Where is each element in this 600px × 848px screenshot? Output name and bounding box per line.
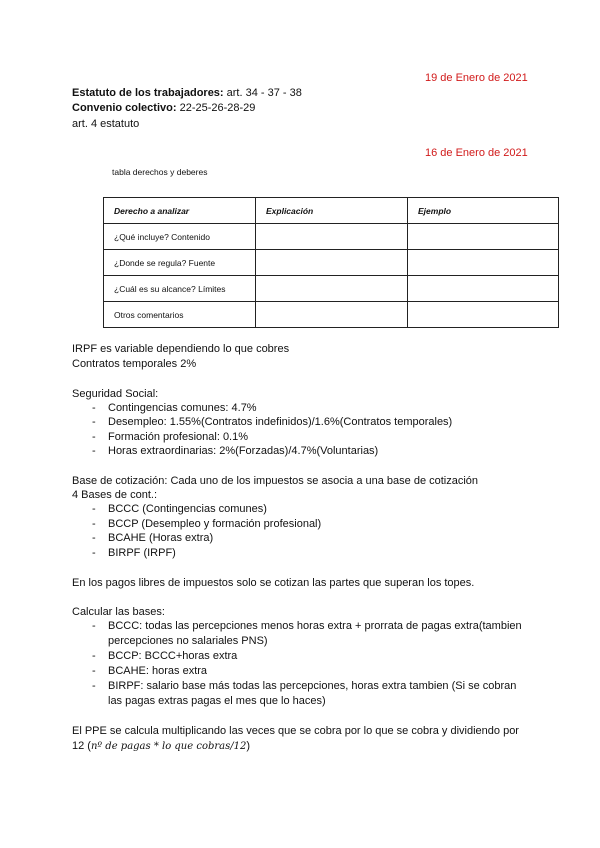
list-item: - Contingencias comunes: 4.7% (92, 402, 257, 414)
table-cell (256, 224, 408, 250)
pagos-libres-line: En los pagos libres de impuestos solo se cotizan las partes que superan los topes. (72, 577, 475, 589)
table-cell: ¿Qué incluye? Contenido (104, 224, 256, 250)
convenio-line (72, 102, 255, 114)
table-header: Ejemplo (408, 198, 559, 224)
irpf-line: IRPF es variable dependiendo lo que cobres (72, 343, 290, 355)
table-row (104, 250, 559, 276)
list-item: - Formación profesional: 0.1% (92, 431, 249, 443)
table-cell (408, 250, 559, 276)
list-item: - BCCP (Desempleo y formación profesional) (92, 518, 322, 530)
list-item: - BIRPF (IRPF) (92, 547, 176, 559)
base-line-2: 4 Bases de cont.: (72, 489, 157, 501)
date-1: 19 de Enero de 2021 (425, 72, 528, 84)
rights-table (103, 197, 559, 328)
ppe-suffix: ) (246, 740, 251, 752)
list-item: - BCCC (Contingencias comunes) (92, 503, 267, 515)
art4-line: art. 4 estatuto (72, 118, 140, 130)
calcular-title: Calcular las bases: (72, 606, 165, 618)
ppe-formula: nº de pagas * lo que cobras/12 (90, 741, 247, 752)
table-header: Explicación (256, 198, 408, 224)
list-item-continuation: percepciones no salariales PNS) (108, 635, 268, 647)
table-cell: ¿Donde se regula? Fuente (104, 250, 256, 276)
table-title: tabla derechos y deberes (112, 167, 208, 177)
convenio-value: 22-25-26-28-29 (176, 102, 256, 114)
list-item: - BCAHE: horas extra (92, 665, 208, 677)
table-cell (408, 302, 559, 328)
table-cell (256, 302, 408, 328)
table-row (104, 302, 559, 328)
table-cell: ¿Cuál es su alcance? Límites (104, 276, 256, 302)
ppe-line-2 (72, 740, 250, 752)
table-cell (256, 250, 408, 276)
ppe-prefix: 12 ( (72, 740, 91, 752)
list-item: - BCAHE (Horas extra) (92, 532, 214, 544)
convenio-label: Convenio colectivo: (72, 102, 177, 114)
list-item: - Desempleo: 1.55%(Contratos indefinidos)/1.6%(Contratos temporales) (92, 416, 453, 428)
table-cell: Otros comentarios (104, 302, 256, 328)
table-row (104, 224, 559, 250)
estatuto-line (72, 87, 302, 99)
table-row (104, 276, 559, 302)
list-item: - BCCC: todas las percepciones menos horas extra + prorrata de pagas extra(tambien (92, 620, 522, 632)
table-header-row (104, 198, 559, 224)
base-line-1: Base de cotización: Cada uno de los impuestos se asocia a una base de cotización (72, 475, 479, 487)
table-header: Derecho a analizar (104, 198, 256, 224)
table-cell (408, 276, 559, 302)
date-2: 16 de Enero de 2021 (425, 147, 528, 159)
list-item: - BCCP: BCCC+horas extra (92, 650, 238, 662)
seguridad-title: Seguridad Social: (72, 388, 159, 400)
table-cell (408, 224, 559, 250)
list-item: - Horas extraordinarias: 2%(Forzadas)/4.7%(Voluntarias) (92, 445, 379, 457)
contratos-line: Contratos temporales 2% (72, 358, 197, 370)
list-item: - BIRPF: salario base más todas las percepciones, horas extra tambien (Si se cobran (92, 680, 517, 692)
estatuto-label: Estatuto de los trabajadores: (72, 87, 224, 99)
table-cell (256, 276, 408, 302)
ppe-line-1: El PPE se calcula multiplicando las veces que se cobra por lo que se cobra y dividiendo por (72, 725, 519, 737)
estatuto-value: art. 34 - 37 - 38 (223, 87, 302, 99)
list-item-continuation: las pagas extras pagas el mes que lo haces) (108, 695, 326, 707)
